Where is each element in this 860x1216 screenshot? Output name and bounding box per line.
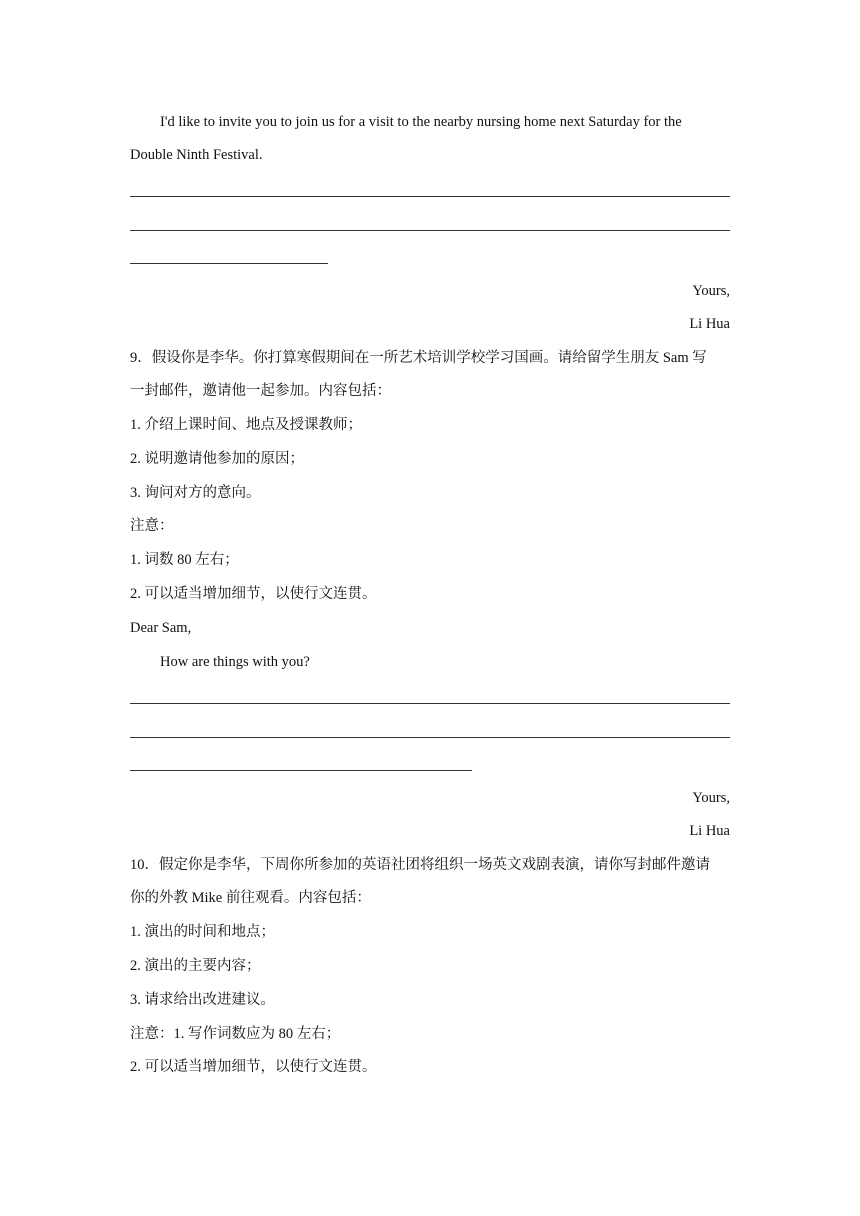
task9-note: 1. 词数 80 左右； xyxy=(130,552,239,568)
task9-prompt-line2: 一封邮件，邀请他一起参加。内容包括： xyxy=(130,383,391,399)
task9-signature: Li Hua xyxy=(689,823,730,839)
task10-note-line2: 2. 可以适当增加细节，以使行文连贯。 xyxy=(130,1059,377,1075)
answer-line xyxy=(130,703,730,704)
task8-closing: Yours, xyxy=(692,283,730,299)
task9-opening: How are things with you? xyxy=(160,654,310,670)
task10-point: 3. 请求给出改进建议。 xyxy=(130,992,275,1008)
task9-point: 2. 说明邀请他参加的原因； xyxy=(130,451,304,467)
task9-prompt-line1: 9．假设你是李华。你打算寒假期间在一所艺术培训学校学习国画。请给留学生朋友 Sam 写 xyxy=(130,350,707,366)
answer-line xyxy=(130,263,328,264)
task10-point: 2. 演出的主要内容； xyxy=(130,958,261,974)
task8-body-line1: I'd like to invite you to join us for a visit to the nearby nursing home next Saturday for the xyxy=(160,114,682,130)
task9-closing: Yours, xyxy=(692,790,730,806)
task8-signature: Li Hua xyxy=(689,316,730,332)
answer-line xyxy=(130,737,730,738)
task9-point: 3. 询问对方的意向。 xyxy=(130,485,261,501)
answer-line xyxy=(130,230,730,231)
task9-note-label: 注意： xyxy=(130,518,174,534)
task9-note: 2. 可以适当增加细节，以使行文连贯。 xyxy=(130,586,377,602)
task9-point: 1. 介绍上课时间、地点及授课教师； xyxy=(130,417,362,433)
task10-prompt-line2: 你的外教 Mike 前往观看。内容包括： xyxy=(130,890,371,906)
task9-salutation: Dear Sam, xyxy=(130,620,192,636)
task8-body-line2: Double Ninth Festival. xyxy=(130,147,263,163)
task10-prompt-line1: 10．假定你是李华，下周你所参加的英语社团将组织一场英文戏剧表演，请你写封邮件邀请 xyxy=(130,857,710,873)
answer-line xyxy=(130,770,472,771)
task10-point: 1. 演出的时间和地点； xyxy=(130,924,275,940)
answer-line xyxy=(130,196,730,197)
task10-note-line1: 注意：1. 写作词数应为 80 左右； xyxy=(130,1026,341,1042)
